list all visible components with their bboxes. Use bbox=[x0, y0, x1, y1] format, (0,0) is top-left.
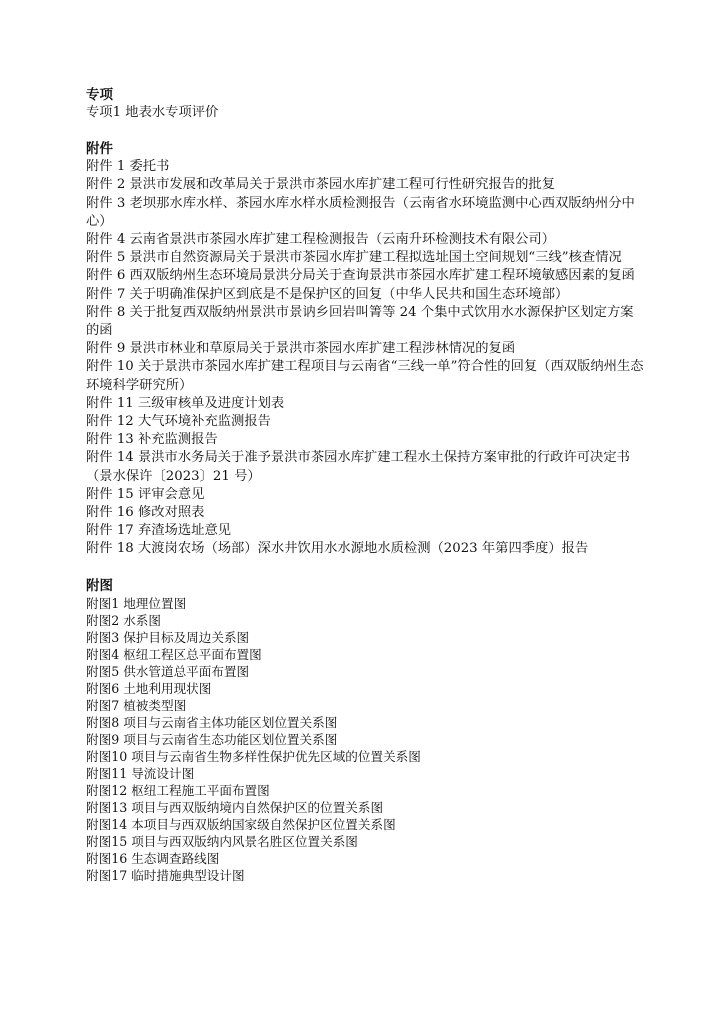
attachment-item: 附件 12 大气环境补充监测报告 bbox=[86, 414, 271, 430]
figure-item: 附图9 项目与云南省生态功能区划位置关系图 bbox=[86, 731, 338, 747]
figure-item: 附图15 项目与西双版纳内风景名胜区位置关系图 bbox=[86, 833, 358, 849]
document-page bbox=[86, 86, 646, 884]
figures-section bbox=[86, 577, 646, 884]
figure-item: 附图14 本项目与西双版纳国家级自然保护区位置关系图 bbox=[86, 816, 396, 832]
figure-item: 附图6 土地利用现状图 bbox=[86, 680, 212, 696]
figure-item: 附图16 生态调查路线图 bbox=[86, 850, 220, 866]
figures-heading: 附图 bbox=[86, 577, 113, 594]
figure-item: 附图1 地理位置图 bbox=[86, 595, 187, 611]
figures-list bbox=[86, 595, 646, 884]
special-heading: 专项 bbox=[86, 87, 113, 103]
special-list bbox=[86, 104, 646, 122]
figure-item: 附图4 枢纽工程区总平面布置图 bbox=[86, 646, 262, 662]
attachment-item: 附件 13 补充监测报告 bbox=[86, 432, 218, 448]
attachment-item: 附件 17 弃渣场选址意见 bbox=[86, 523, 232, 539]
attachment-item: 附件 1 委托书 bbox=[86, 159, 170, 175]
attachment-item: 附件 18 大渡岗农场（场部）深水井饮用水水源地水质检测（2023 年第四季度）报告 bbox=[86, 541, 589, 557]
attachments-section bbox=[86, 140, 646, 558]
figure-item: 附图2 水系图 bbox=[86, 612, 161, 628]
attachments-list bbox=[86, 158, 646, 558]
special-item: 专项1 地表水专项评价 bbox=[86, 105, 219, 120]
figure-item: 附图5 供水管道总平面布置图 bbox=[86, 663, 250, 679]
figure-item: 附图7 植被类型图 bbox=[86, 697, 187, 713]
attachment-item: 附件 2 景洪市发展和改革局关于景洪市茶园水库扩建工程可行性研究报告的批复 bbox=[86, 177, 556, 193]
attachment-item: 附件 8 关于批复西双版纳州景洪市景讷乡回岩叫箐等 24 个集中式饮用水水源保护区划定方案的函 bbox=[86, 304, 634, 339]
attachment-item: 附件 4 云南省景洪市茶园水库扩建工程检测报告（云南升环检测技术有限公司） bbox=[86, 232, 556, 248]
attachment-item: 附件 15 评审会意见 bbox=[86, 486, 205, 502]
figure-item: 附图13 项目与西双版纳境内自然保护区的位置关系图 bbox=[86, 799, 384, 815]
figure-item: 附图8 项目与云南省主体功能区划位置关系图 bbox=[86, 714, 338, 730]
attachments-heading: 附件 bbox=[86, 141, 113, 158]
attachment-item: 附件 16 修改对照表 bbox=[86, 505, 205, 521]
attachment-item: 附件 14 景洪市水务局关于准予景洪市茶园水库扩建工程水土保持方案审批的行政许可决定书（景水保许〔2023〕21 号） bbox=[86, 450, 630, 484]
figure-item: 附图12 枢纽工程施工平面布置图 bbox=[86, 782, 270, 798]
figure-item: 附图17 临时措施典型设计图 bbox=[86, 867, 245, 883]
figure-item: 附图3 保护目标及周边关系图 bbox=[86, 629, 250, 645]
attachment-item: 附件 9 景洪市林业和草原局关于景洪市茶园水库扩建工程涉林情况的复函 bbox=[86, 341, 516, 357]
figure-item: 附图11 导流设计图 bbox=[86, 765, 195, 781]
attachment-item: 附件 6 西双版纳州生态环境局景洪分局关于查询景洪市茶园水库扩建工程环境敏感因素的复函 bbox=[86, 268, 635, 284]
special-section bbox=[86, 86, 646, 122]
attachment-item: 附件 10 关于景洪市茶园水库扩建工程项目与云南省“三线一单”符合性的回复（西双版纳州生态环境科学研究所） bbox=[86, 359, 644, 393]
attachment-item: 附件 5 景洪市自然资源局关于景洪市茶园水库扩建工程拟选址国土空间规划“三线”核查情况 bbox=[86, 250, 622, 266]
attachment-item: 附件 3 老坝那水库水样、茶园水库水样水质检测报告（云南省水环境监测中心西双版纳州分中心） bbox=[86, 195, 635, 229]
figure-item: 附图10 项目与云南省生物多样性保护优先区域的位置关系图 bbox=[86, 748, 421, 764]
attachment-item: 附件 7 关于明确准保护区到底是不是保护区的回复（中华人民共和国生态环境部） bbox=[86, 286, 569, 302]
attachment-item: 附件 11 三级审核单及进度计划表 bbox=[86, 395, 285, 411]
